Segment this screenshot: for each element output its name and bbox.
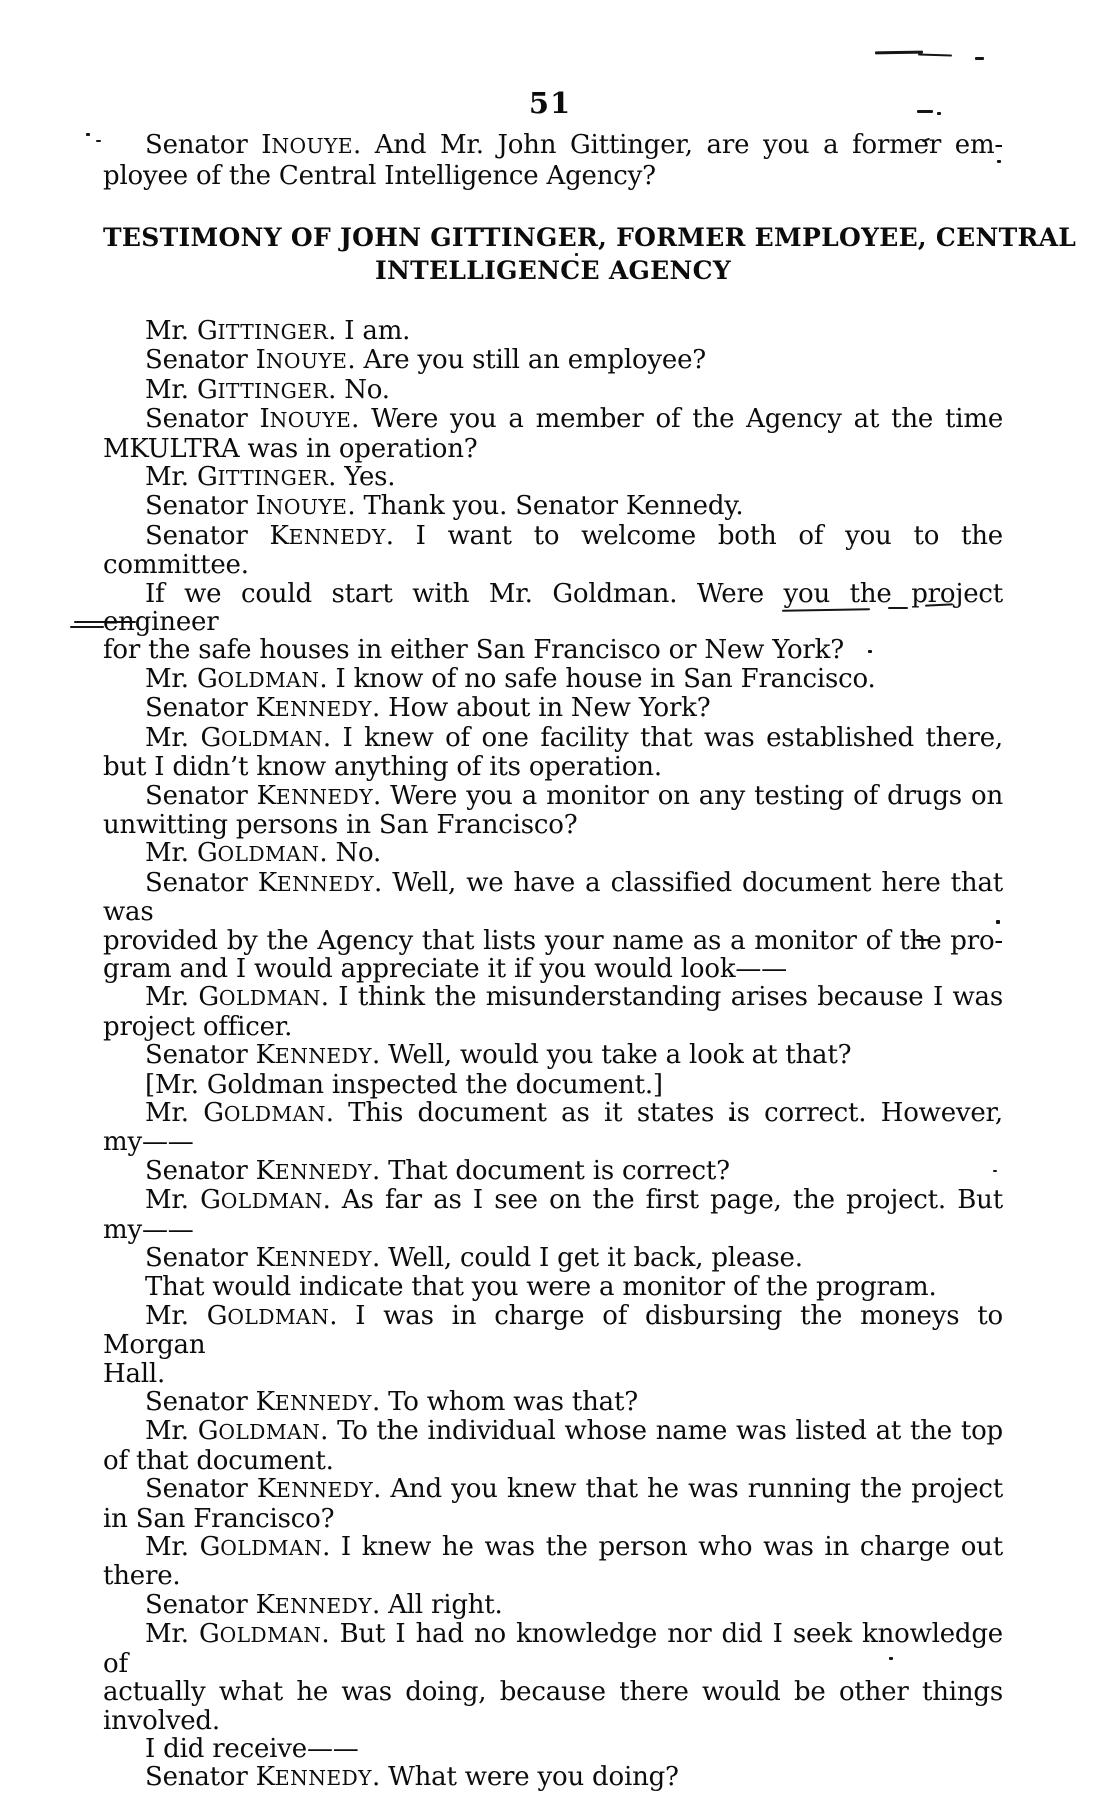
transcript-line: in San Francisco? — [103, 1503, 335, 1534]
testimony-heading-line2: INTELLIGENCE AGENCY — [374, 256, 732, 285]
scan-artifact — [96, 140, 101, 142]
transcript-line: Senator INOUYE. Are you still an employee? — [145, 345, 707, 376]
testimony-heading — [103, 221, 1077, 287]
scan-artifact — [86, 133, 90, 136]
transcript-line: actually what he was doing, because there would be other things — [103, 1677, 1003, 1708]
transcript-line: Mr. GITTINGER. No. — [145, 374, 390, 405]
transcript-line: Hall. — [103, 1358, 166, 1389]
transcript-line: Mr. GOLDMAN. I knew of one facility that was established there, — [145, 722, 1003, 753]
transcript-line: Senator KENNEDY. Well, would you take a look at that? — [145, 1040, 852, 1071]
testimony-heading-line1: TESTIMONY OF JOHN GITTINGER, FORMER EMPLOYEE, CENTRAL — [103, 223, 1077, 252]
transcript-line: Senator KENNEDY. Well, we have a classified document here that was — [103, 867, 1003, 928]
transcript-line: Mr. GOLDMAN. I knew he was the person who was in charge out — [145, 1532, 1003, 1563]
transcript-line: Mr. GITTINGER. Yes. — [145, 462, 396, 493]
transcript-line: ployee of the Central Intelligence Agency? — [103, 160, 656, 191]
transcript-line: That would indicate that you were a monitor of the program. — [145, 1272, 937, 1303]
scan-artifact — [875, 51, 923, 55]
transcript-line: Senator INOUYE. And Mr. John Gittinger, are you a former em- — [145, 130, 1004, 160]
transcript-line: Senator KENNEDY. How about in New York? — [145, 693, 711, 724]
transcript-line: Senator KENNEDY. I want to welcome both of you to the committee. — [103, 520, 1003, 581]
transcript-line: Mr. GOLDMAN. To the individual whose name was listed at the top — [145, 1416, 1003, 1447]
transcript-line: Mr. GOLDMAN. But I had no knowledge nor did I seek knowledge of — [103, 1619, 1003, 1679]
transcript-line: Mr. GOLDMAN. I know of no safe house in San Francisco. — [145, 663, 876, 694]
transcript-line: Mr. GOLDMAN. No. — [145, 838, 382, 869]
transcript-line: Senator KENNEDY. All right. — [145, 1589, 503, 1620]
transcript-line: involved. — [103, 1705, 220, 1736]
transcript-line: unwitting persons in San Francisco? — [103, 809, 578, 840]
transcript-line: Senator KENNEDY. That document is correct? — [145, 1155, 730, 1186]
transcript-line: Mr. GOLDMAN. This document as it states is correct. However, — [145, 1097, 1003, 1128]
transcript-line: I did receive—— — [145, 1733, 359, 1764]
scan-artifact — [918, 53, 952, 56]
transcript-line: but I didn’t know anything of its operation. — [103, 752, 662, 783]
transcript-line: MKULTRA was in operation? — [103, 433, 478, 464]
transcript-line: provided by the Agency that lists your name as a monitor of the pro- — [103, 925, 1003, 956]
transcript-line: of that document. — [103, 1445, 334, 1476]
transcript-line: Senator KENNEDY. To whom was that? — [145, 1387, 638, 1418]
transcript-line: gram and I would appreciate it if you would look—— — [103, 953, 787, 984]
transcript-line: my—— — [103, 1127, 194, 1158]
page-number: 51 — [528, 86, 572, 120]
transcript-line: Mr. GOLDMAN. As far as I see on the first page, the project. But — [145, 1185, 1003, 1216]
transcript-line: If we could start with Mr. Goldman. Were you the project engineer — [103, 578, 1003, 638]
transcript-line: Mr. GOLDMAN. I was in charge of disbursing the moneys to Morgan — [103, 1300, 1003, 1361]
transcript-line: [Mr. Goldman inspected the document.] — [145, 1069, 663, 1100]
transcript-body — [103, 317, 1003, 1793]
transcript-line: Senator KENNEDY. What were you doing? — [145, 1762, 679, 1793]
transcript-line: Senator INOUYE. Thank you. Senator Kennedy. — [145, 491, 744, 522]
transcript-line: project officer. — [103, 1011, 293, 1042]
transcript-line: Mr. GITTINGER. I am. — [145, 316, 411, 346]
transcript-line: Senator INOUYE. Were you a member of the Agency at the time — [145, 404, 1004, 435]
scan-artifact — [975, 57, 984, 60]
transcript-line: Senator KENNEDY. Well, could I get it back, please. — [145, 1243, 803, 1273]
transcript-line: Mr. GOLDMAN. I think the misunderstanding arises because I was — [145, 982, 1003, 1013]
transcript-line: Senator KENNEDY. And you knew that he was running the project — [145, 1474, 1003, 1505]
transcript-line: my—— — [103, 1214, 194, 1245]
intro-paragraph — [103, 131, 1003, 191]
transcript-line: Senator KENNEDY. Were you a monitor on any testing of drugs on — [145, 780, 1004, 811]
scan-artifact — [70, 626, 104, 628]
transcript-line: for the safe houses in either San Francisco or New York? — [103, 635, 844, 666]
transcript-line: there. — [103, 1561, 181, 1592]
